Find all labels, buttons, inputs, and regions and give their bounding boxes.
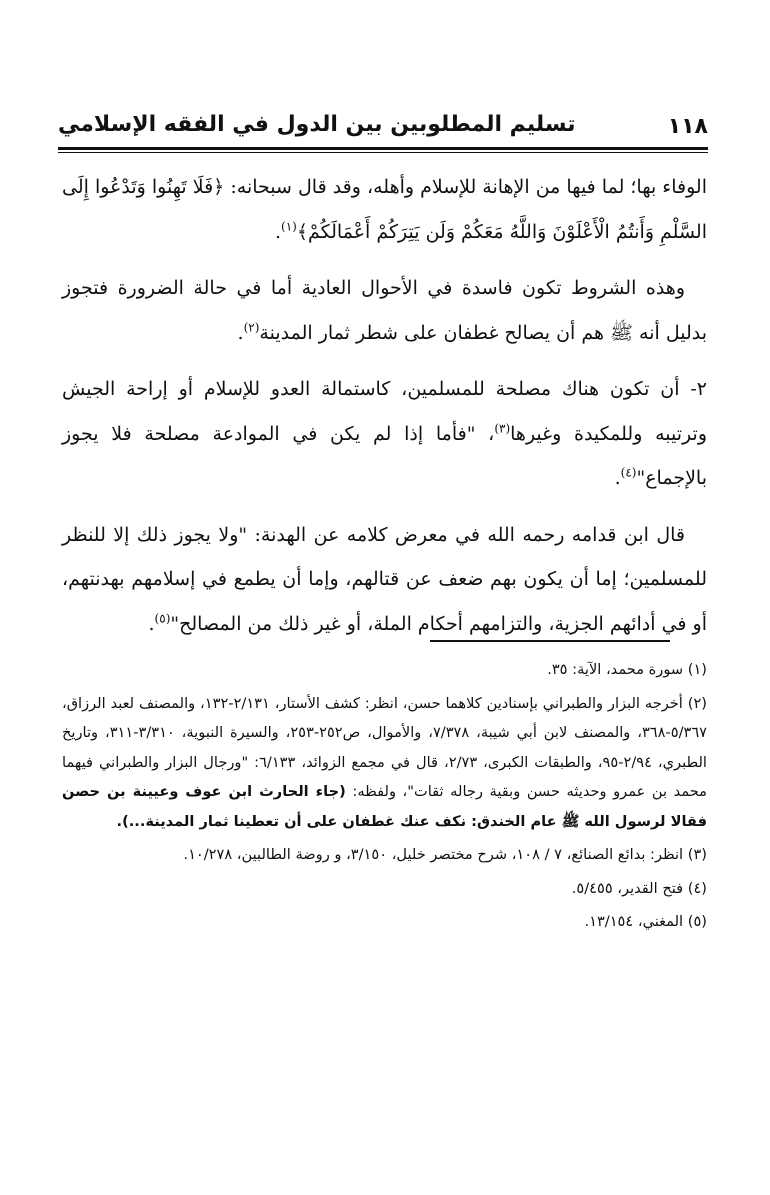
footnote-ref-2: (٢) (243, 320, 260, 335)
paragraph-3-text: ٢- أن تكون هناك مصلحة للمسلمين، كاستمالة العدو للإسلام أو إراحة الجيش وترتيبه وللمكيدة وغيرها (62, 378, 708, 445)
footnote-3: (٣) انظر: بدائع الصنائع، ٧ / ١٠٨، شرح مختصر خليل، ٣/١٥٠، و روضة الطالبين، ١٠/٢٧٨. (183, 846, 707, 863)
footnote-2-text: (٢) أخرجه البزار والطبراني بإسنادين كلاهما حسن، انظر: كشف الأستار، ٢/١٣١-١٣٢، والمصنف لعبد الرزاق، ٥/٣٦٧-٣٦٨، والمصنف لابن أبي شيبة، ٧/٣٧٨، والأموال، ص٢٥٢-٢٥٣، والسيرة النبوية، ٣/٣١٠-٣١١، وتاريخ الطبري، ٢/٩٤-٩٥، والطبقات الكبرى، ٢/٧٣، قال في مجمع الزوائد، ٦/١٣٣: "ورجال البزار والطبراني فيهما محمد بن عمرو وحديثه حسن وبقية رجاله ثقات"، ولفظه: (62, 694, 708, 800)
paragraph-1-text: الوفاء بها؛ لما فيها من الإهانة للإسلام وأهله، وقد قال سبحانه: ﴿فَلَا تَهِنُوا وَتَدْعُوا إِلَى السَّلْمِ وَأَنتُمُ الْأَعْلَوْنَ وَاللَّهُ مَعَكُمْ وَلَن يَتِرَكُمْ أَعْمَالَكُمْ﴾ (62, 176, 707, 243)
paragraph-1-end: . (274, 220, 282, 243)
page-number: ١١٨ (667, 114, 708, 139)
paragraph-2 (62, 266, 707, 355)
paragraph-3 (62, 367, 707, 501)
running-title: تسليم المطلوبين بين الدول في الفقه الإسلامي (58, 112, 576, 137)
footnote-ref-1: (١) (281, 219, 297, 234)
footnote-1: (١) سورة محمد، الآية: ٣٥. (547, 661, 707, 678)
main-text (62, 165, 707, 658)
page-header (58, 110, 708, 148)
footnotes (62, 655, 707, 941)
footnote-ref-4: (٤) (620, 465, 637, 480)
footnote-4: (٤) فتح القدير، ٥/٤٥٥. (571, 879, 707, 897)
paragraph-1 (62, 165, 707, 254)
header-rule (58, 147, 708, 150)
footnote-ref-5: (٥) (154, 611, 171, 626)
paragraph-4-end: . (148, 612, 155, 635)
footnote-2-quote: (جاء الحارث ابن عوف وعيينة بن حصن فقالا لرسول الله ﷺ عام الخندق: نكف عنك غطفان على أن تعطينا ثمار المدينة...). (62, 783, 707, 830)
header-rule-thin (58, 152, 708, 153)
footnote-2 (62, 689, 707, 837)
footnote-5: (٥) المغني، ١٣/١٥٤. (584, 913, 707, 930)
footnote-separator (430, 640, 670, 642)
paragraph-2-text: وهذه الشروط تكون فاسدة في الأحوال العادية أما في حالة الضرورة فتجوز بدليل أنه ﷺ هم أن يصالح غطفان على شطر ثمار المدينة (62, 277, 707, 344)
paragraph-2-end: . (237, 321, 244, 344)
paragraph-4-text: قال ابن قدامه رحمه الله في معرض كلامه عن الهدنة: "ولا يجوز ذلك إلا للنظر للمسلمين؛ إما أن يكون بهم ضعف عن قتالهم، وإما أن يطمع في إسلامهم بهدنتهم، أو في أدائهم الجزية، والتزامهم أحكام الملة، أو غير ذلك من المصالح" (62, 523, 707, 635)
footnote-ref-3: (٣) (494, 421, 511, 436)
paragraph-3-mid: ، "فأما إذا لم يكن في الموادعة مصلحة فلا يجوز بالإجماع" (62, 422, 707, 489)
paragraph-3-end: . (614, 467, 621, 489)
paragraph-4 (62, 513, 707, 647)
